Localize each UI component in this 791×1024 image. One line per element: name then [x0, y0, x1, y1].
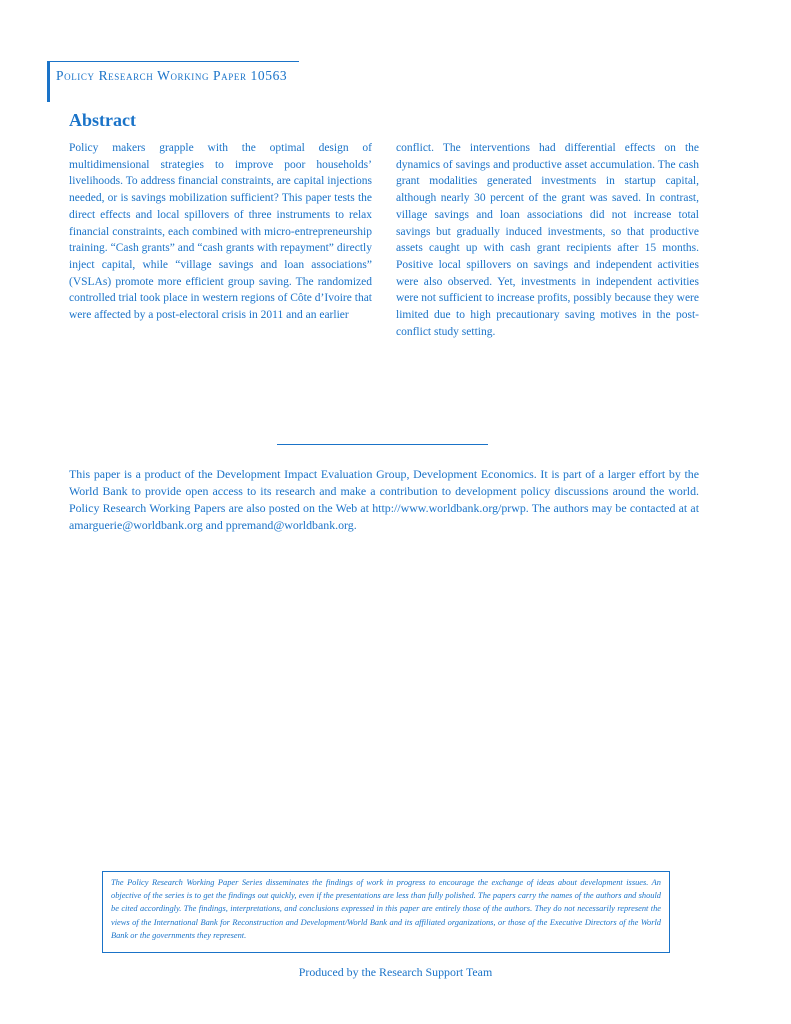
header-accent-bar [47, 61, 50, 102]
disclaimer-box [102, 871, 670, 953]
header-rule [48, 61, 299, 62]
abstract-column-right: conflict. The interventions had differential effects on the dynamics of savings and productive asset accumulation. The cash grant modalities generated investments in startup capital, although nearly 30 percent of the grant was saved. In contrast, village savings and loan associations did not increase total savings but gradually induced investments, so that productive assets caught up with cash grant recipients after 15 months. Positive local spillovers on savings and independent activities were also observed. Yet, investments in independent activities were not sufficient to increase profits, possibly because they were limited due to high precautionary saving motives in the post-conflict study setting. [396, 142, 699, 338]
section-divider [277, 444, 488, 445]
product-note: This paper is a product of the Development Impact Evaluation Group, Development Economics. It is part of a larger effort by the World Bank to provide open access to its research and make a contribution to development policy discussions around the world. Policy Research Working Papers are also posted on the Web at http://www.worldbank.org/prwp. The authors may be contacted at at amarguerie@worldbank.org and ppremand@worldbank.org. [69, 467, 699, 532]
footer-credit: Produced by the Research Support Team [298, 965, 493, 979]
abstract-column-left: Policy makers grapple with the optimal design of multidimensional strategies to improve poor households’ livelihoods. To address financial constraints, are capital injections needed, or is savings mobilization sufficient? This paper tests the direct effects and local spillovers of three instruments to relax financial constraints, each combined with micro-entrepreneurship training. “Cash grants” and “cash grants with repayment” directly inject capital, while “village savings and loan associations” (VSLAs) promote more efficient group saving. The randomized controlled trial took place in western regions of Côte d’Ivoire that were affected by a post-electoral crisis in 2011 and an earlier [69, 142, 372, 322]
disclaimer-text: The Policy Research Working Paper Series disseminates the findings of work in progress to encourage the exchange of ideas about development issues. An objective of the series is to get the findings out quickly, even if the presentations are less than fully polished. The papers carry the names of the authors and should be cited accordingly. The findings, interpretations, and conclusions expressed in this paper are entirely those of the authors. They do not necessarily represent the views of the International Bank for Reconstruction and Development/World Bank and its affiliated organizations, or those of the Executive Directors of the World Bank or the governments they represent. [111, 878, 661, 940]
abstract-heading: Abstract [69, 110, 136, 130]
series-title: Policy Research Working Paper 10563 [56, 68, 288, 83]
